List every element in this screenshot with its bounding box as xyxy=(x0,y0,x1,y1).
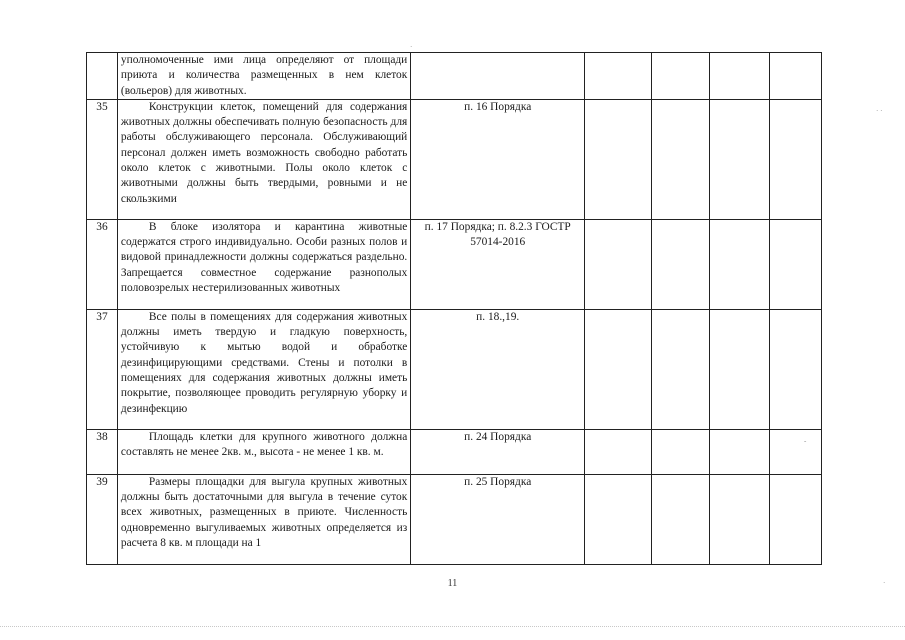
table-row xyxy=(87,53,822,100)
empty-cell xyxy=(769,474,821,564)
row-number: 36 xyxy=(87,219,118,309)
empty-cell xyxy=(585,309,652,429)
empty-cell xyxy=(709,53,769,100)
table-row xyxy=(87,429,822,474)
requirement-text: Конструкции клеток, помещений для содержания животных должны обеспечивать полную безопасность для работы обслуживающего персонала. Обслуживающий персонал должен иметь возможность свободно работать около клеток с животными. Полы около клеток с животными должны быть твердыми, ровными и не скользкими xyxy=(117,99,410,219)
scan-edge-line xyxy=(0,626,905,627)
requirement-text: Площадь клетки для крупного животного должна составлять не менее 2кв. м., высота - не менее 1 кв. м. xyxy=(117,429,410,474)
empty-cell xyxy=(585,99,652,219)
row-number: 38 xyxy=(87,429,118,474)
requirement-text: Все полы в помещениях для содержания животных должны иметь твердую и гладкую поверхность, устойчивую к мытью водой и обработке дезинфицирующими средствами. Стены и потолки в помещениях для содержания животных должны иметь покрытие, позволяющее проводить регулярную уборку и дезинфекцию xyxy=(117,309,410,429)
empty-cell xyxy=(585,219,652,309)
empty-cell xyxy=(585,429,652,474)
empty-cell xyxy=(709,474,769,564)
table-row xyxy=(87,99,822,219)
scan-speck: · · xyxy=(876,107,883,115)
legal-reference: п. 25 Порядка xyxy=(411,474,585,564)
empty-cell xyxy=(652,99,710,219)
requirements-table xyxy=(86,52,822,565)
scan-speck: - xyxy=(804,437,807,445)
empty-cell xyxy=(652,309,710,429)
row-number: 37 xyxy=(87,309,118,429)
requirement-text: уполномоченные ими лица определяют от площади приюта и количества размещенных в нем клеток (вольеров) для животных. xyxy=(117,53,410,100)
table-row xyxy=(87,474,822,564)
scan-speck: · xyxy=(883,579,886,587)
empty-cell xyxy=(585,53,652,100)
requirement-text: Размеры площадки для выгула крупных животных должны быть достаточными для выгула в течение суток всех животных, размещенных в приюте. Численность одновременно выгуливаемых животных определяется из расчета 8 кв. м площади на 1 xyxy=(117,474,410,564)
empty-cell xyxy=(709,99,769,219)
empty-cell xyxy=(769,429,821,474)
empty-cell xyxy=(769,309,821,429)
empty-cell xyxy=(709,429,769,474)
empty-cell xyxy=(652,219,710,309)
row-number: 35 xyxy=(87,99,118,219)
empty-cell xyxy=(769,53,821,100)
legal-reference: п. 18.,19. xyxy=(411,309,585,429)
empty-cell xyxy=(769,219,821,309)
legal-reference xyxy=(411,53,585,100)
empty-cell xyxy=(709,309,769,429)
empty-cell xyxy=(652,474,710,564)
legal-reference: п. 24 Порядка xyxy=(411,429,585,474)
legal-reference: п. 17 Порядка; п. 8.2.3 ГОСТР 57014-2016 xyxy=(411,219,585,309)
scan-speck: · xyxy=(410,43,413,51)
empty-cell xyxy=(652,429,710,474)
page-number: 11 xyxy=(447,578,458,589)
empty-cell xyxy=(652,53,710,100)
row-number xyxy=(87,53,118,100)
empty-cell xyxy=(585,474,652,564)
table-row xyxy=(87,219,822,309)
row-number: 39 xyxy=(87,474,118,564)
legal-reference: п. 16 Порядка xyxy=(411,99,585,219)
table-row xyxy=(87,309,822,429)
requirement-text: В блоке изолятора и карантина животные содержатся строго индивидуально. Особи разных полов и видовой принадлежности должны содержаться раздельно. Запрещается совместное содержание разнополых половозрелых нестерилизованных животных xyxy=(117,219,410,309)
empty-cell xyxy=(709,219,769,309)
empty-cell xyxy=(769,99,821,219)
